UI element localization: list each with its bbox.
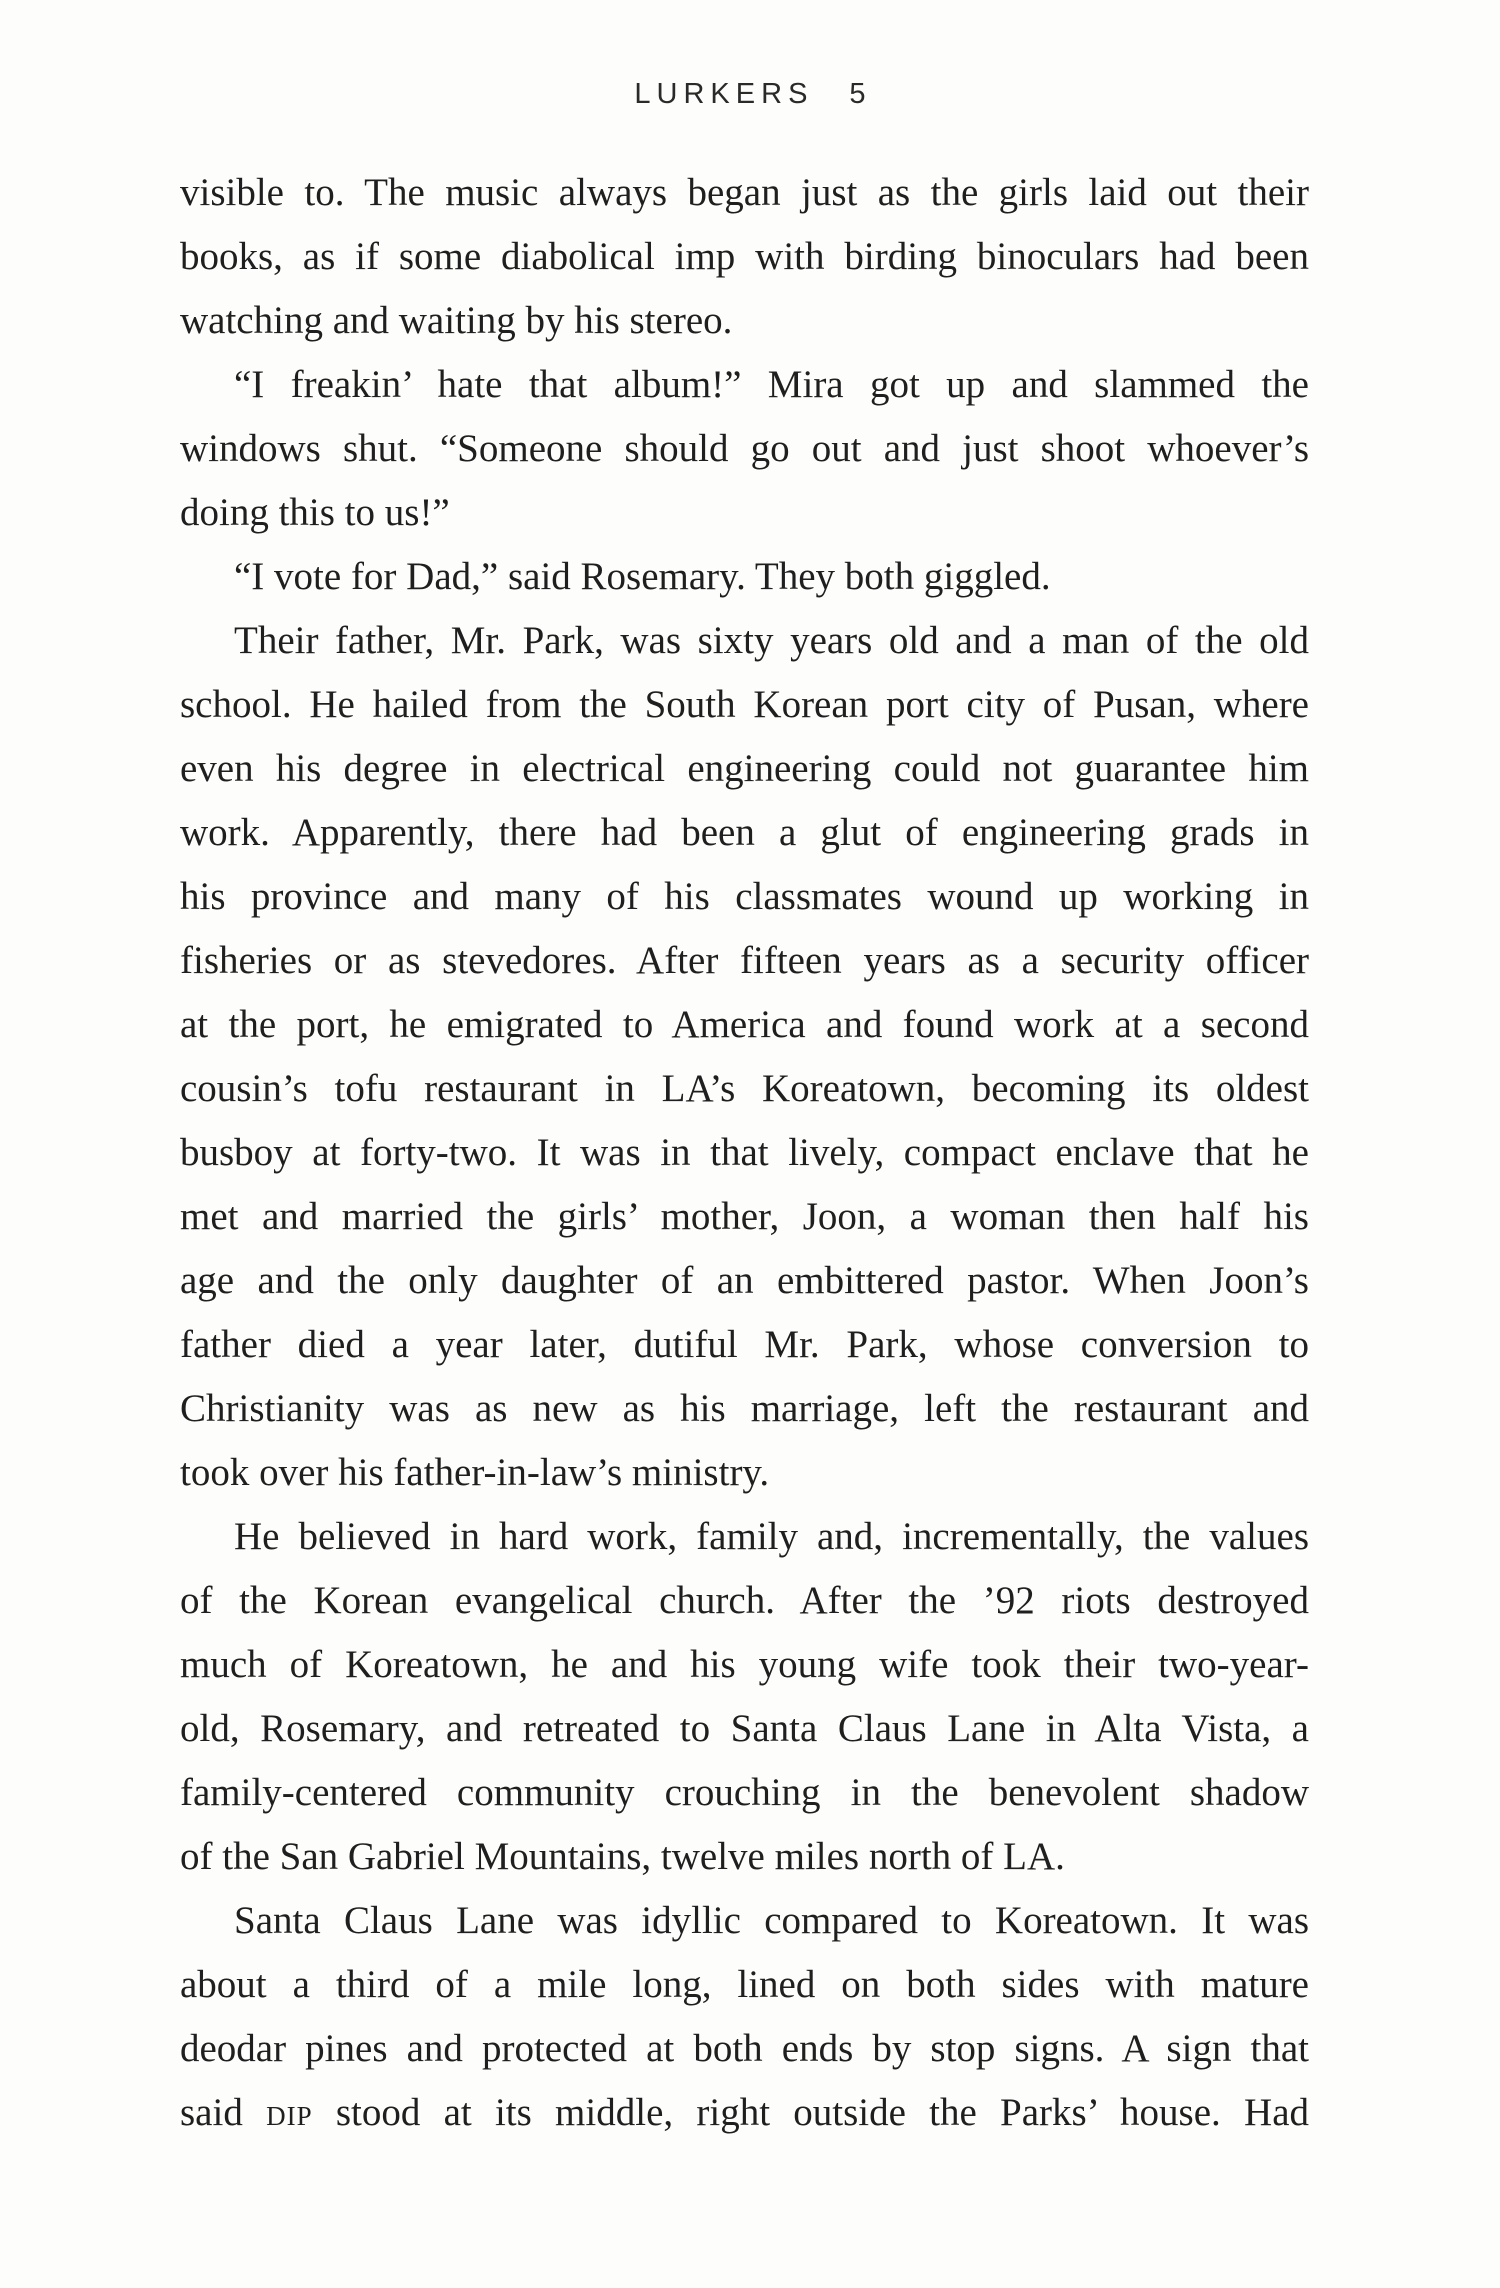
text-line: work. Apparently, there had been a glut of engineering grads in: [180, 811, 1309, 854]
page-number: 5: [849, 78, 866, 110]
text-line: Their father, Mr. Park, was sixty years old and a man of the old: [234, 619, 1309, 662]
text-line: took over his father-in-law’s ministry.: [180, 1451, 770, 1494]
text-line: met and married the girls’ mother, Joon, a woman then half his: [180, 1195, 1309, 1238]
text-line: He believed in hard work, family and, incrementally, the values: [234, 1515, 1309, 1558]
text-line: school. He hailed from the South Korean port city of Pusan, where: [180, 683, 1309, 726]
small-caps-word: dip: [266, 2091, 313, 2134]
text-line: about a third of a mile long, lined on both sides with mature: [180, 1963, 1309, 2006]
text-line: old, Rosemary, and retreated to Santa Claus Lane in Alta Vista, a: [180, 1707, 1309, 1750]
text-line: of the San Gabriel Mountains, twelve miles north of LA.: [180, 1835, 1065, 1878]
text-line: Christianity was as new as his marriage, left the restaurant and: [180, 1387, 1309, 1430]
text-line: [180, 2081, 1309, 2145]
text-span: stood at its middle, right outside the Parks’ house. Had: [312, 2091, 1309, 2134]
text-line: busboy at forty-two. It was in that lively, compact enclave that he: [180, 1131, 1309, 1174]
text-line: “I vote for Dad,” said Rosemary. They both giggled.: [234, 555, 1051, 598]
running-title: LURKERS: [634, 78, 814, 110]
text-line: of the Korean evangelical church. After the ’92 riots destroyed: [180, 1579, 1309, 1622]
text-line: even his degree in electrical engineering could not guarantee him: [180, 747, 1309, 790]
text-line: visible to. The music always began just as the girls laid out their: [180, 171, 1309, 214]
text-line: Santa Claus Lane was idyllic compared to Koreatown. It was: [234, 1899, 1309, 1942]
text-line: father died a year later, dutiful Mr. Park, whose conversion to: [180, 1323, 1309, 1366]
text-line: at the port, he emigrated to America and found work at a second: [180, 1003, 1309, 1046]
text-line: fisheries or as stevedores. After fifteen years as a security officer: [180, 939, 1309, 982]
text-span: said: [180, 2091, 267, 2134]
text-line: cousin’s tofu restaurant in LA’s Koreatown, becoming its oldest: [180, 1067, 1309, 1110]
text-line: windows shut. “Someone should go out and just shoot whoever’s: [180, 427, 1309, 470]
text-line: much of Koreatown, he and his young wife took their two-year-: [180, 1643, 1309, 1686]
text-line: age and the only daughter of an embittered pastor. When Joon’s: [180, 1259, 1309, 1302]
running-header: [0, 78, 1500, 111]
text-line: deodar pines and protected at both ends by stop signs. A sign that: [180, 2027, 1309, 2070]
text-line: watching and waiting by his stereo.: [180, 299, 733, 342]
body-text: [180, 161, 1309, 2145]
text-line: “I freakin’ hate that album!” Mira got up and slammed the: [234, 363, 1309, 406]
text-line: books, as if some diabolical imp with birding binoculars had been: [180, 235, 1309, 278]
text-line: doing this to us!”: [180, 491, 450, 534]
text-line: family-centered community crouching in the benevolent shadow: [180, 1771, 1309, 1814]
text-line: his province and many of his classmates wound up working in: [180, 875, 1309, 918]
